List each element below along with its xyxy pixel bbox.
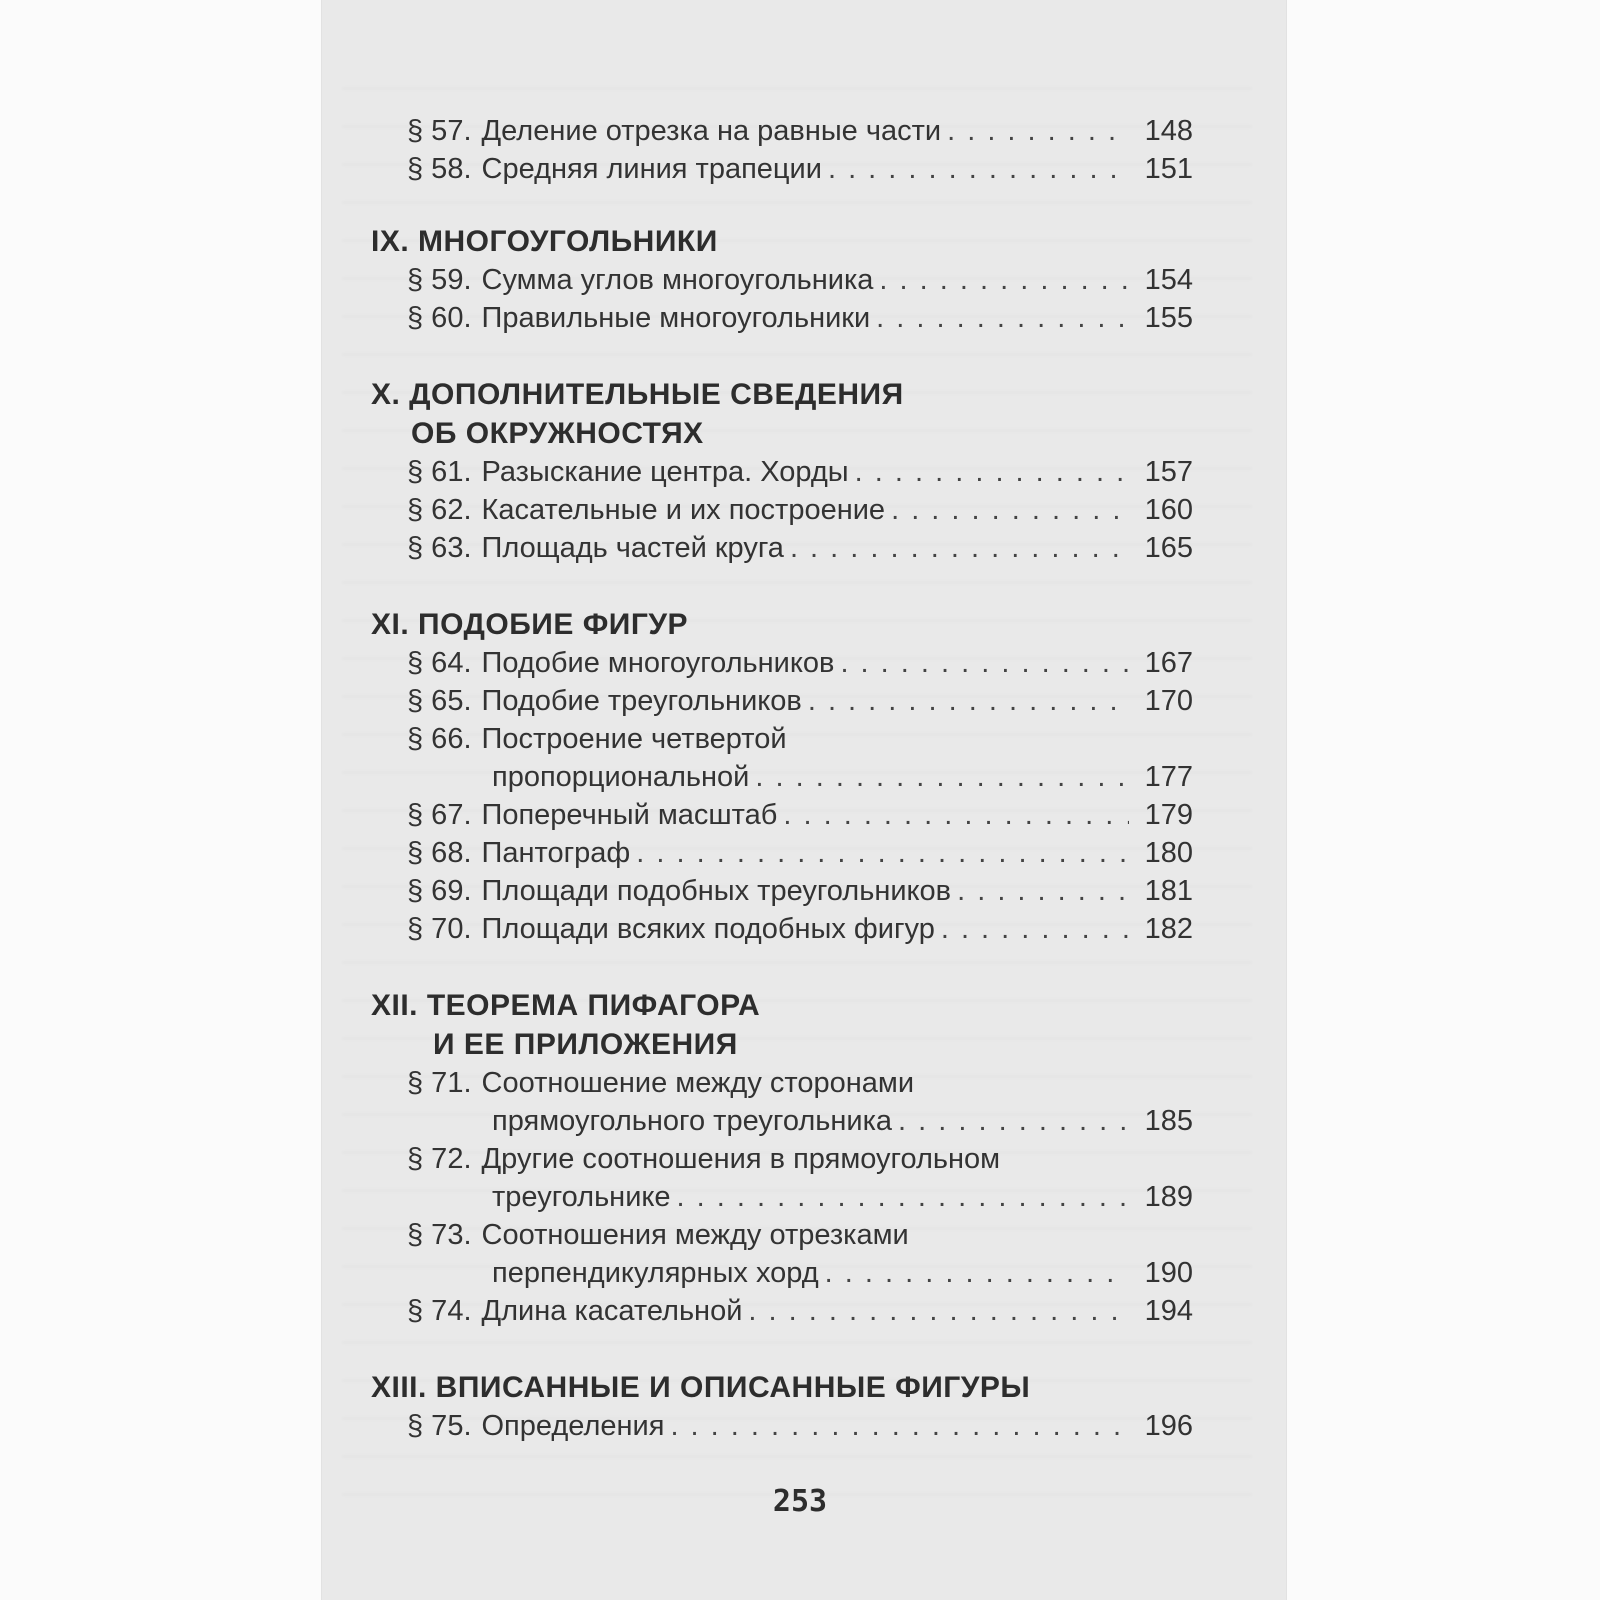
- toc-entry: [371, 720, 1193, 796]
- page-number: 181: [1144, 875, 1193, 907]
- page-number: 189: [1144, 1181, 1193, 1213]
- section-number: § 61.: [407, 456, 472, 488]
- entry-title: Соотношение между сторонами: [481, 1067, 915, 1099]
- entry-title: Пантограф: [481, 837, 631, 869]
- section-number: § 62.: [407, 494, 472, 526]
- entry-title: Подобие треугольников: [481, 685, 802, 717]
- toc-entry: [371, 1216, 1193, 1292]
- toc-entry: [371, 261, 1193, 299]
- entry-title: Построение четвертой: [481, 723, 787, 755]
- toc-entry: [371, 796, 1193, 834]
- entry-title: Подобие многоугольников: [481, 647, 835, 679]
- toc-entry: [371, 491, 1193, 529]
- chapter-heading: [371, 986, 1193, 1064]
- entry-title-continued: перпендикулярных хорд: [492, 1257, 819, 1289]
- entry-title: Поперечный масштаб: [481, 799, 778, 831]
- page-number: 179: [1144, 799, 1193, 831]
- dot-leader: [941, 910, 1129, 948]
- section-number: § 65.: [407, 685, 472, 717]
- entry-title: Площади всяких подобных фигур: [481, 913, 935, 945]
- page-number: 157: [1144, 456, 1193, 488]
- entry-title: Правильные многоугольники: [481, 302, 871, 334]
- dot-leader: [755, 758, 1129, 796]
- page-number: 180: [1144, 837, 1193, 869]
- dot-leader: [808, 682, 1129, 720]
- entry-title: Определения: [481, 1410, 665, 1442]
- entry-title: Сумма углов многоугольника: [481, 264, 874, 296]
- entry-title: Другие соотношения в прямоугольном: [481, 1143, 1001, 1175]
- toc-entry: [371, 910, 1193, 948]
- page-number: 148: [1144, 115, 1193, 147]
- dot-leader: [783, 796, 1129, 834]
- section-number: § 68.: [407, 837, 472, 869]
- toc-entry: [371, 1064, 1193, 1140]
- dot-leader: [840, 644, 1129, 682]
- toc-entry: [371, 644, 1193, 682]
- section-number: § 71.: [407, 1067, 472, 1099]
- page-number: 165: [1144, 532, 1193, 564]
- entry-title: Соотношения между отрезками: [481, 1219, 909, 1251]
- folio-page-number: 253: [772, 1484, 828, 1519]
- entry-title: Разыскание центра. Хорды: [481, 456, 849, 488]
- section-number: § 66.: [407, 723, 472, 755]
- entry-title: Площадь частей круга: [481, 532, 784, 564]
- dot-leader: [790, 529, 1129, 567]
- chapter-heading-line-1: XII. ТЕОРЕМА ПИФАГОРА: [371, 989, 761, 1022]
- section-number: § 64.: [407, 647, 472, 679]
- toc-entry: [371, 1292, 1193, 1330]
- section-number: § 63.: [407, 532, 472, 564]
- chapter-heading: XI. ПОДОБИЕ ФИГУР: [371, 608, 689, 641]
- dot-leader: [957, 872, 1129, 910]
- page-number: 151: [1144, 153, 1193, 185]
- entry-title: Площади подобных треугольников: [481, 875, 952, 907]
- page-number: 177: [1144, 761, 1193, 793]
- chapter-heading: IX. МНОГОУГОЛЬНИКИ: [371, 225, 718, 258]
- toc-entry: [371, 682, 1193, 720]
- page-number: 185: [1144, 1105, 1193, 1137]
- section-number: § 58.: [407, 153, 472, 185]
- section-number: § 75.: [407, 1410, 472, 1442]
- section-number: § 59.: [407, 264, 472, 296]
- chapter-heading-line-2: И ЕЕ ПРИЛОЖЕНИЯ: [433, 1028, 738, 1061]
- entry-title: Касательные и их построение: [481, 494, 886, 526]
- dot-leader: [855, 453, 1129, 491]
- dot-leader: [677, 1178, 1129, 1216]
- toc-entry: [371, 529, 1193, 567]
- page-number: 190: [1144, 1257, 1193, 1289]
- page-number: 154: [1144, 264, 1193, 296]
- entry-title-continued: треугольнике: [492, 1181, 671, 1213]
- section-number: § 72.: [407, 1143, 472, 1175]
- section-number: § 67.: [407, 799, 472, 831]
- entry-title: Деление отрезка на равные части: [481, 115, 942, 147]
- chapter-heading-line-2: ОБ ОКРУЖНОСТЯХ: [411, 417, 704, 450]
- toc-entry: [371, 299, 1193, 337]
- dot-leader: [670, 1407, 1129, 1445]
- page-number: 155: [1144, 302, 1193, 334]
- chapter-heading: [371, 375, 1193, 453]
- section-number: § 74.: [407, 1295, 472, 1327]
- dot-leader: [947, 112, 1129, 150]
- section-number: § 57.: [407, 115, 472, 147]
- page-number: 167: [1144, 647, 1193, 679]
- toc-entry: [371, 453, 1193, 491]
- toc-entry: [371, 872, 1193, 910]
- section-number: § 60.: [407, 302, 472, 334]
- page-number: 182: [1144, 913, 1193, 945]
- chapter-heading: XIII. ВПИСАННЫЕ И ОПИСАННЫЕ ФИГУРЫ: [371, 1371, 1031, 1404]
- entry-title: Длина касательной: [481, 1295, 743, 1327]
- section-number: § 73.: [407, 1219, 472, 1251]
- page-number: 160: [1144, 494, 1193, 526]
- entry-title-continued: прямоугольного треугольника: [492, 1105, 893, 1137]
- toc-entry: [371, 150, 1193, 188]
- dot-leader: [898, 1102, 1129, 1140]
- toc-entry: [371, 1407, 1193, 1445]
- page-number: 194: [1144, 1295, 1193, 1327]
- page-number: 170: [1144, 685, 1193, 717]
- entry-title-continued: пропорциональной: [492, 761, 750, 793]
- dot-leader: [891, 491, 1129, 529]
- toc-entry: [371, 834, 1193, 872]
- chapter-heading-line-1: X. ДОПОЛНИТЕЛЬНЫЕ СВЕДЕНИЯ: [371, 378, 904, 411]
- section-number: § 69.: [407, 875, 472, 907]
- dot-leader: [748, 1292, 1129, 1330]
- toc-entry: [371, 112, 1193, 150]
- dot-leader: [636, 834, 1129, 872]
- page-number: 196: [1144, 1410, 1193, 1442]
- toc-entry: [371, 1140, 1193, 1216]
- dot-leader: [828, 150, 1129, 188]
- dot-leader: [876, 299, 1129, 337]
- table-of-contents: [371, 112, 1193, 1445]
- section-number: § 70.: [407, 913, 472, 945]
- dot-leader: [825, 1254, 1129, 1292]
- dot-leader: [879, 261, 1129, 299]
- entry-title: Средняя линия трапеции: [481, 153, 822, 185]
